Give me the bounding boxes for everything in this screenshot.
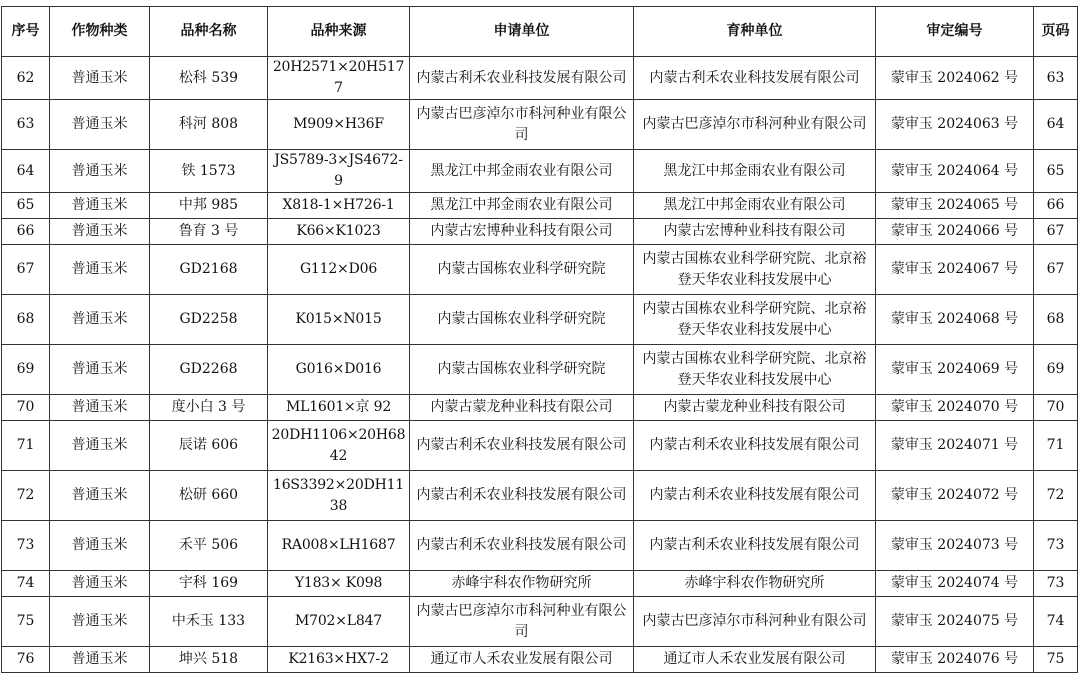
cell-approval-code: 蒙审玉 2024064 号 — [876, 150, 1034, 193]
cell-applicant: 通辽市人禾农业发展有限公司 — [410, 647, 634, 673]
cell-breeder: 内蒙古利禾农业科技发展有限公司 — [634, 421, 876, 471]
cell-variety-source: K015×N015 — [268, 295, 410, 345]
cell-applicant: 黑龙江中邦金雨农业有限公司 — [410, 150, 634, 193]
cell-variety-name: GD2168 — [150, 245, 268, 295]
header-page-no: 页码 — [1034, 7, 1078, 57]
cell-serial-no: 76 — [2, 647, 50, 673]
cell-crop-type: 普通玉米 — [50, 421, 150, 471]
cell-crop-type: 普通玉米 — [50, 100, 150, 150]
cell-applicant: 内蒙古宏博种业科技有限公司 — [410, 219, 634, 245]
cell-applicant: 内蒙古蒙龙种业科技有限公司 — [410, 395, 634, 421]
header-variety-source: 品种来源 — [268, 7, 410, 57]
cell-crop-type: 普通玉米 — [50, 150, 150, 193]
cell-applicant: 内蒙古巴彦淖尔市科河种业有限公司 — [410, 597, 634, 647]
cell-applicant: 黑龙江中邦金雨农业有限公司 — [410, 193, 634, 219]
cell-crop-type: 普通玉米 — [50, 647, 150, 673]
cell-variety-source: 16S3392×20DH1138 — [268, 471, 410, 521]
cell-applicant: 内蒙古利禾农业科技发展有限公司 — [410, 471, 634, 521]
cell-approval-code: 蒙审玉 2024069 号 — [876, 345, 1034, 395]
cell-serial-no: 68 — [2, 295, 50, 345]
cell-applicant: 内蒙古巴彦淖尔市科河种业有限公司 — [410, 100, 634, 150]
cell-serial-no: 67 — [2, 245, 50, 295]
cell-variety-name: 科河 808 — [150, 100, 268, 150]
table-row — [2, 597, 1078, 647]
cell-applicant: 内蒙古利禾农业科技发展有限公司 — [410, 521, 634, 571]
cell-crop-type: 普通玉米 — [50, 345, 150, 395]
table-row — [2, 193, 1078, 219]
cell-variety-source: M702×L847 — [268, 597, 410, 647]
header-applicant: 申请单位 — [410, 7, 634, 57]
cell-applicant: 赤峰宇科农作物研究所 — [410, 571, 634, 597]
cell-breeder: 内蒙古巴彦淖尔市科河种业有限公司 — [634, 100, 876, 150]
cell-approval-code: 蒙审玉 2024072 号 — [876, 471, 1034, 521]
cell-variety-source: M909×H36F — [268, 100, 410, 150]
cell-serial-no: 71 — [2, 421, 50, 471]
cell-page-no: 73 — [1034, 521, 1078, 571]
table-header-row — [2, 7, 1078, 57]
cell-page-no: 74 — [1034, 597, 1078, 647]
cell-variety-name: 铁 1573 — [150, 150, 268, 193]
cell-page-no: 64 — [1034, 100, 1078, 150]
cell-serial-no: 65 — [2, 193, 50, 219]
cell-approval-code: 蒙审玉 2024066 号 — [876, 219, 1034, 245]
cell-variety-name: 鲁育 3 号 — [150, 219, 268, 245]
table-row — [2, 219, 1078, 245]
cell-variety-name: 宇科 169 — [150, 571, 268, 597]
cell-breeder: 内蒙古巴彦淖尔市科河种业有限公司 — [634, 597, 876, 647]
cell-breeder: 内蒙古蒙龙种业科技有限公司 — [634, 395, 876, 421]
table-row — [2, 57, 1078, 100]
table-row — [2, 150, 1078, 193]
cell-serial-no: 74 — [2, 571, 50, 597]
cell-approval-code: 蒙审玉 2024062 号 — [876, 57, 1034, 100]
cell-variety-name: 中禾玉 133 — [150, 597, 268, 647]
cell-variety-source: K66×K1023 — [268, 219, 410, 245]
cell-variety-source: Y183× K098 — [268, 571, 410, 597]
cell-variety-source: RA008×LH1687 — [268, 521, 410, 571]
cell-serial-no: 72 — [2, 471, 50, 521]
cell-page-no: 72 — [1034, 471, 1078, 521]
cell-variety-source: JS5789-3×JS4672-9 — [268, 150, 410, 193]
header-approval-code: 审定编号 — [876, 7, 1034, 57]
cell-crop-type: 普通玉米 — [50, 245, 150, 295]
cell-crop-type: 普通玉米 — [50, 219, 150, 245]
cell-variety-name: 中邦 985 — [150, 193, 268, 219]
cell-serial-no: 69 — [2, 345, 50, 395]
table-row — [2, 345, 1078, 395]
cell-variety-name: 坤兴 518 — [150, 647, 268, 673]
cell-page-no: 65 — [1034, 150, 1078, 193]
table-row — [2, 395, 1078, 421]
cell-variety-name: 松科 539 — [150, 57, 268, 100]
cell-serial-no: 64 — [2, 150, 50, 193]
table-row — [2, 571, 1078, 597]
cell-crop-type: 普通玉米 — [50, 471, 150, 521]
cell-approval-code: 蒙审玉 2024076 号 — [876, 647, 1034, 673]
cell-breeder: 内蒙古利禾农业科技发展有限公司 — [634, 57, 876, 100]
table-row — [2, 245, 1078, 295]
cell-approval-code: 蒙审玉 2024070 号 — [876, 395, 1034, 421]
cell-serial-no: 63 — [2, 100, 50, 150]
cell-variety-source: G016×D016 — [268, 345, 410, 395]
cell-breeder: 内蒙古利禾农业科技发展有限公司 — [634, 521, 876, 571]
cell-page-no: 68 — [1034, 295, 1078, 345]
cell-page-no: 66 — [1034, 193, 1078, 219]
cell-page-no: 71 — [1034, 421, 1078, 471]
table-row — [2, 521, 1078, 571]
cell-variety-source: G112×D06 — [268, 245, 410, 295]
cell-serial-no: 75 — [2, 597, 50, 647]
cell-approval-code: 蒙审玉 2024073 号 — [876, 521, 1034, 571]
header-breeder: 育种单位 — [634, 7, 876, 57]
variety-approval-table — [1, 6, 1078, 673]
cell-approval-code: 蒙审玉 2024075 号 — [876, 597, 1034, 647]
cell-breeder: 内蒙古利禾农业科技发展有限公司 — [634, 471, 876, 521]
cell-approval-code: 蒙审玉 2024067 号 — [876, 245, 1034, 295]
header-variety-name: 品种名称 — [150, 7, 268, 57]
cell-variety-source: ML1601×京 92 — [268, 395, 410, 421]
cell-breeder: 内蒙古国栋农业科学研究院、北京裕登天华农业科技发展中心 — [634, 295, 876, 345]
cell-variety-name: 度小白 3 号 — [150, 395, 268, 421]
cell-variety-name: 松研 660 — [150, 471, 268, 521]
cell-approval-code: 蒙审玉 2024063 号 — [876, 100, 1034, 150]
cell-breeder: 内蒙古国栋农业科学研究院、北京裕登天华农业科技发展中心 — [634, 245, 876, 295]
cell-variety-source: 20H2571×20H5177 — [268, 57, 410, 100]
cell-applicant: 内蒙古利禾农业科技发展有限公司 — [410, 57, 634, 100]
cell-crop-type: 普通玉米 — [50, 571, 150, 597]
table-row — [2, 295, 1078, 345]
cell-crop-type: 普通玉米 — [50, 57, 150, 100]
cell-serial-no: 66 — [2, 219, 50, 245]
cell-variety-source: K2163×HX7-2 — [268, 647, 410, 673]
cell-crop-type: 普通玉米 — [50, 295, 150, 345]
header-serial-no: 序号 — [2, 7, 50, 57]
cell-approval-code: 蒙审玉 2024074 号 — [876, 571, 1034, 597]
cell-breeder: 内蒙古宏博种业科技有限公司 — [634, 219, 876, 245]
cell-crop-type: 普通玉米 — [50, 521, 150, 571]
cell-crop-type: 普通玉米 — [50, 395, 150, 421]
cell-breeder: 赤峰宇科农作物研究所 — [634, 571, 876, 597]
variety-approval-table-container — [1, 6, 1077, 673]
cell-page-no: 67 — [1034, 219, 1078, 245]
table-body — [2, 57, 1078, 673]
cell-variety-source: X818-1×H726-1 — [268, 193, 410, 219]
cell-applicant: 内蒙古国栋农业科学研究院 — [410, 295, 634, 345]
cell-applicant: 内蒙古利禾农业科技发展有限公司 — [410, 421, 634, 471]
cell-variety-name: GD2258 — [150, 295, 268, 345]
table-row — [2, 471, 1078, 521]
table-row — [2, 647, 1078, 673]
cell-breeder: 黑龙江中邦金雨农业有限公司 — [634, 193, 876, 219]
cell-breeder: 黑龙江中邦金雨农业有限公司 — [634, 150, 876, 193]
header-crop-type: 作物种类 — [50, 7, 150, 57]
cell-variety-name: 禾平 506 — [150, 521, 268, 571]
cell-page-no: 63 — [1034, 57, 1078, 100]
cell-variety-name: 辰诺 606 — [150, 421, 268, 471]
cell-approval-code: 蒙审玉 2024065 号 — [876, 193, 1034, 219]
cell-serial-no: 70 — [2, 395, 50, 421]
cell-crop-type: 普通玉米 — [50, 193, 150, 219]
cell-variety-source: 20DH1106×20H6842 — [268, 421, 410, 471]
cell-serial-no: 73 — [2, 521, 50, 571]
cell-crop-type: 普通玉米 — [50, 597, 150, 647]
cell-applicant: 内蒙古国栋农业科学研究院 — [410, 245, 634, 295]
cell-breeder: 通辽市人禾农业发展有限公司 — [634, 647, 876, 673]
table-row — [2, 421, 1078, 471]
table-row — [2, 100, 1078, 150]
cell-page-no: 67 — [1034, 245, 1078, 295]
cell-page-no: 70 — [1034, 395, 1078, 421]
cell-approval-code: 蒙审玉 2024071 号 — [876, 421, 1034, 471]
cell-breeder: 内蒙古国栋农业科学研究院、北京裕登天华农业科技发展中心 — [634, 345, 876, 395]
cell-page-no: 69 — [1034, 345, 1078, 395]
cell-page-no: 73 — [1034, 571, 1078, 597]
cell-applicant: 内蒙古国栋农业科学研究院 — [410, 345, 634, 395]
cell-page-no: 75 — [1034, 647, 1078, 673]
cell-variety-name: GD2268 — [150, 345, 268, 395]
cell-approval-code: 蒙审玉 2024068 号 — [876, 295, 1034, 345]
cell-serial-no: 62 — [2, 57, 50, 100]
